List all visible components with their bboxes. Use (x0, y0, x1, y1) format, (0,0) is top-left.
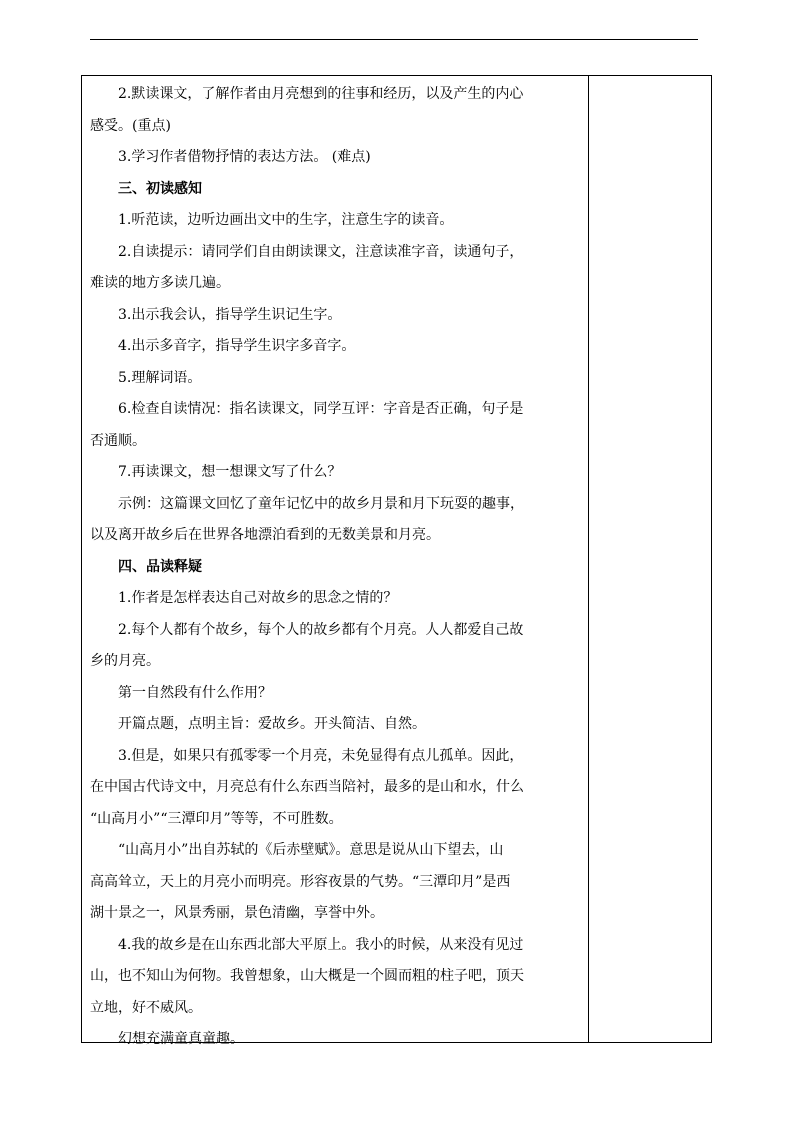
text-line: 感受。(重点) (90, 117, 171, 134)
text-line: 2.每个人都有个故乡，每个人的故乡都有个月亮。人人都爱自己故 (118, 621, 524, 638)
text-line: 6.检查自读情况：指名读课文，同学互评：字音是否正确，句子是 (118, 401, 524, 417)
text-line: 以及离开故乡后在世界各地漂泊看到的无数美景和月亮。 (90, 527, 440, 543)
text-line: 3.出示我会认，指导学生识记生字。 (118, 306, 342, 323)
notes-cell (589, 76, 711, 1042)
text-line: 示例：这篇课文回忆了童年记忆中的故乡月景和月下玩耍的趣事， (118, 495, 524, 512)
text-line: 2.自读提示：请同学们自由朗读课文，注意读准字音，读通句子， (118, 243, 524, 260)
text-line: 难读的地方多读几遍。 (90, 275, 230, 291)
text-line: 3.学习作者借物抒情的表达方法。 (难点) (118, 149, 371, 165)
text-line: 湖十景之一，风景秀丽，景色清幽，享誉中外。 (90, 905, 384, 921)
text-line: 幻想充满童真童趣。 (118, 1031, 244, 1047)
text-line: 山，也不知山为何物。我曾想象，山大概是一个圆而粗的柱子吧，顶天 (90, 968, 524, 984)
text-line: 立地，好不威风。 (90, 999, 202, 1016)
text-line: 开篇点题，点明主旨：爱故乡。开头简洁、自然。 (118, 716, 426, 732)
lesson-content-cell (90, 79, 582, 1056)
lesson-table (81, 75, 712, 1047)
text-line: 乡的月亮。 (90, 653, 160, 669)
text-line: 第一自然段有什么作用？ (118, 684, 272, 701)
text-line: 4.我的故乡是在山东西北部大平原上。我小的时候，从来没有见过 (118, 936, 524, 953)
text-line: 3.但是，如果只有孤零零一个月亮，未免显得有点儿孤单。因此， (118, 747, 524, 764)
text-line: 在中国古代诗文中，月亮总有什么东西当陪衬，最多的是山和水，什么 (90, 779, 524, 795)
header-rule (90, 39, 698, 40)
section-heading: 四、品读释疑 (118, 558, 202, 575)
text-line: 4.出示多音字，指导学生识字多音字。 (118, 338, 356, 354)
text-line: 1.作者是怎样表达自己对故乡的思念之情的？ (118, 590, 398, 606)
text-line: 1.听范读，边听边画出文中的生字，注意生字的读音。 (118, 212, 454, 228)
text-line: 否通顺。 (90, 432, 146, 449)
text-line: 高高耸立，天上的月亮小而明亮。形容夜景的气势。“三潭印月”是西 (90, 873, 511, 890)
text-line: “山高月小”出自苏轼的《后赤壁赋》。意思是说从山下望去，山 (118, 842, 504, 858)
text-line: 5.理解词语。 (118, 369, 202, 386)
text-line: “山高月小”“三潭印月”等等，不可胜数。 (90, 810, 343, 827)
text-line: 7.再读课文，想一想课文写了什么？ (118, 464, 342, 480)
text-line: 2.默读课文，了解作者由月亮想到的往事和经历，以及产生的内心 (118, 86, 524, 102)
section-heading: 三、初读感知 (118, 180, 202, 197)
